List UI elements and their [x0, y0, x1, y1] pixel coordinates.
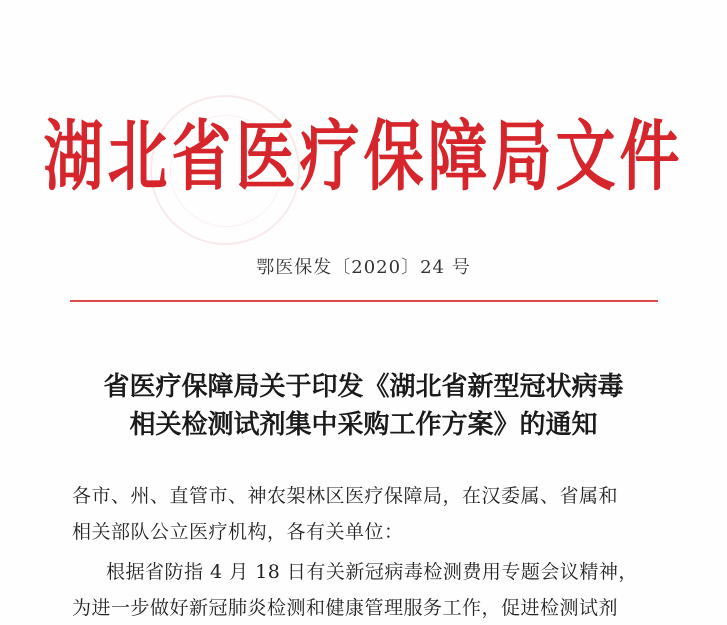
- paragraph-1-line-1: 根据省防指 4 月 18 日有关新冠病毒检测费用专题会议精神，: [106, 561, 638, 583]
- addressee-line-2: 相关部队公立医疗机构，各有关单位：: [72, 521, 404, 543]
- title-line-1: 省医疗保障局关于印发《湖北省新型冠状病毒: [103, 372, 624, 402]
- document-number: 鄂医保发〔2020〕24 号: [256, 257, 471, 278]
- document-title: [0, 368, 727, 444]
- document-masthead: 湖北省医疗保障局文件: [43, 112, 684, 203]
- addressee-line-1: 各市、州、直管市、神农架林区医疗保障局，在汉委属、省属和: [72, 485, 619, 507]
- red-divider-line: [70, 300, 658, 302]
- paragraph-1-line-2: 为进一步做好新冠肺炎检测和健康管理服务工作，促进检测试剂: [72, 597, 619, 619]
- title-line-2: 相关检测试剂集中采购工作方案》的通知: [129, 410, 598, 440]
